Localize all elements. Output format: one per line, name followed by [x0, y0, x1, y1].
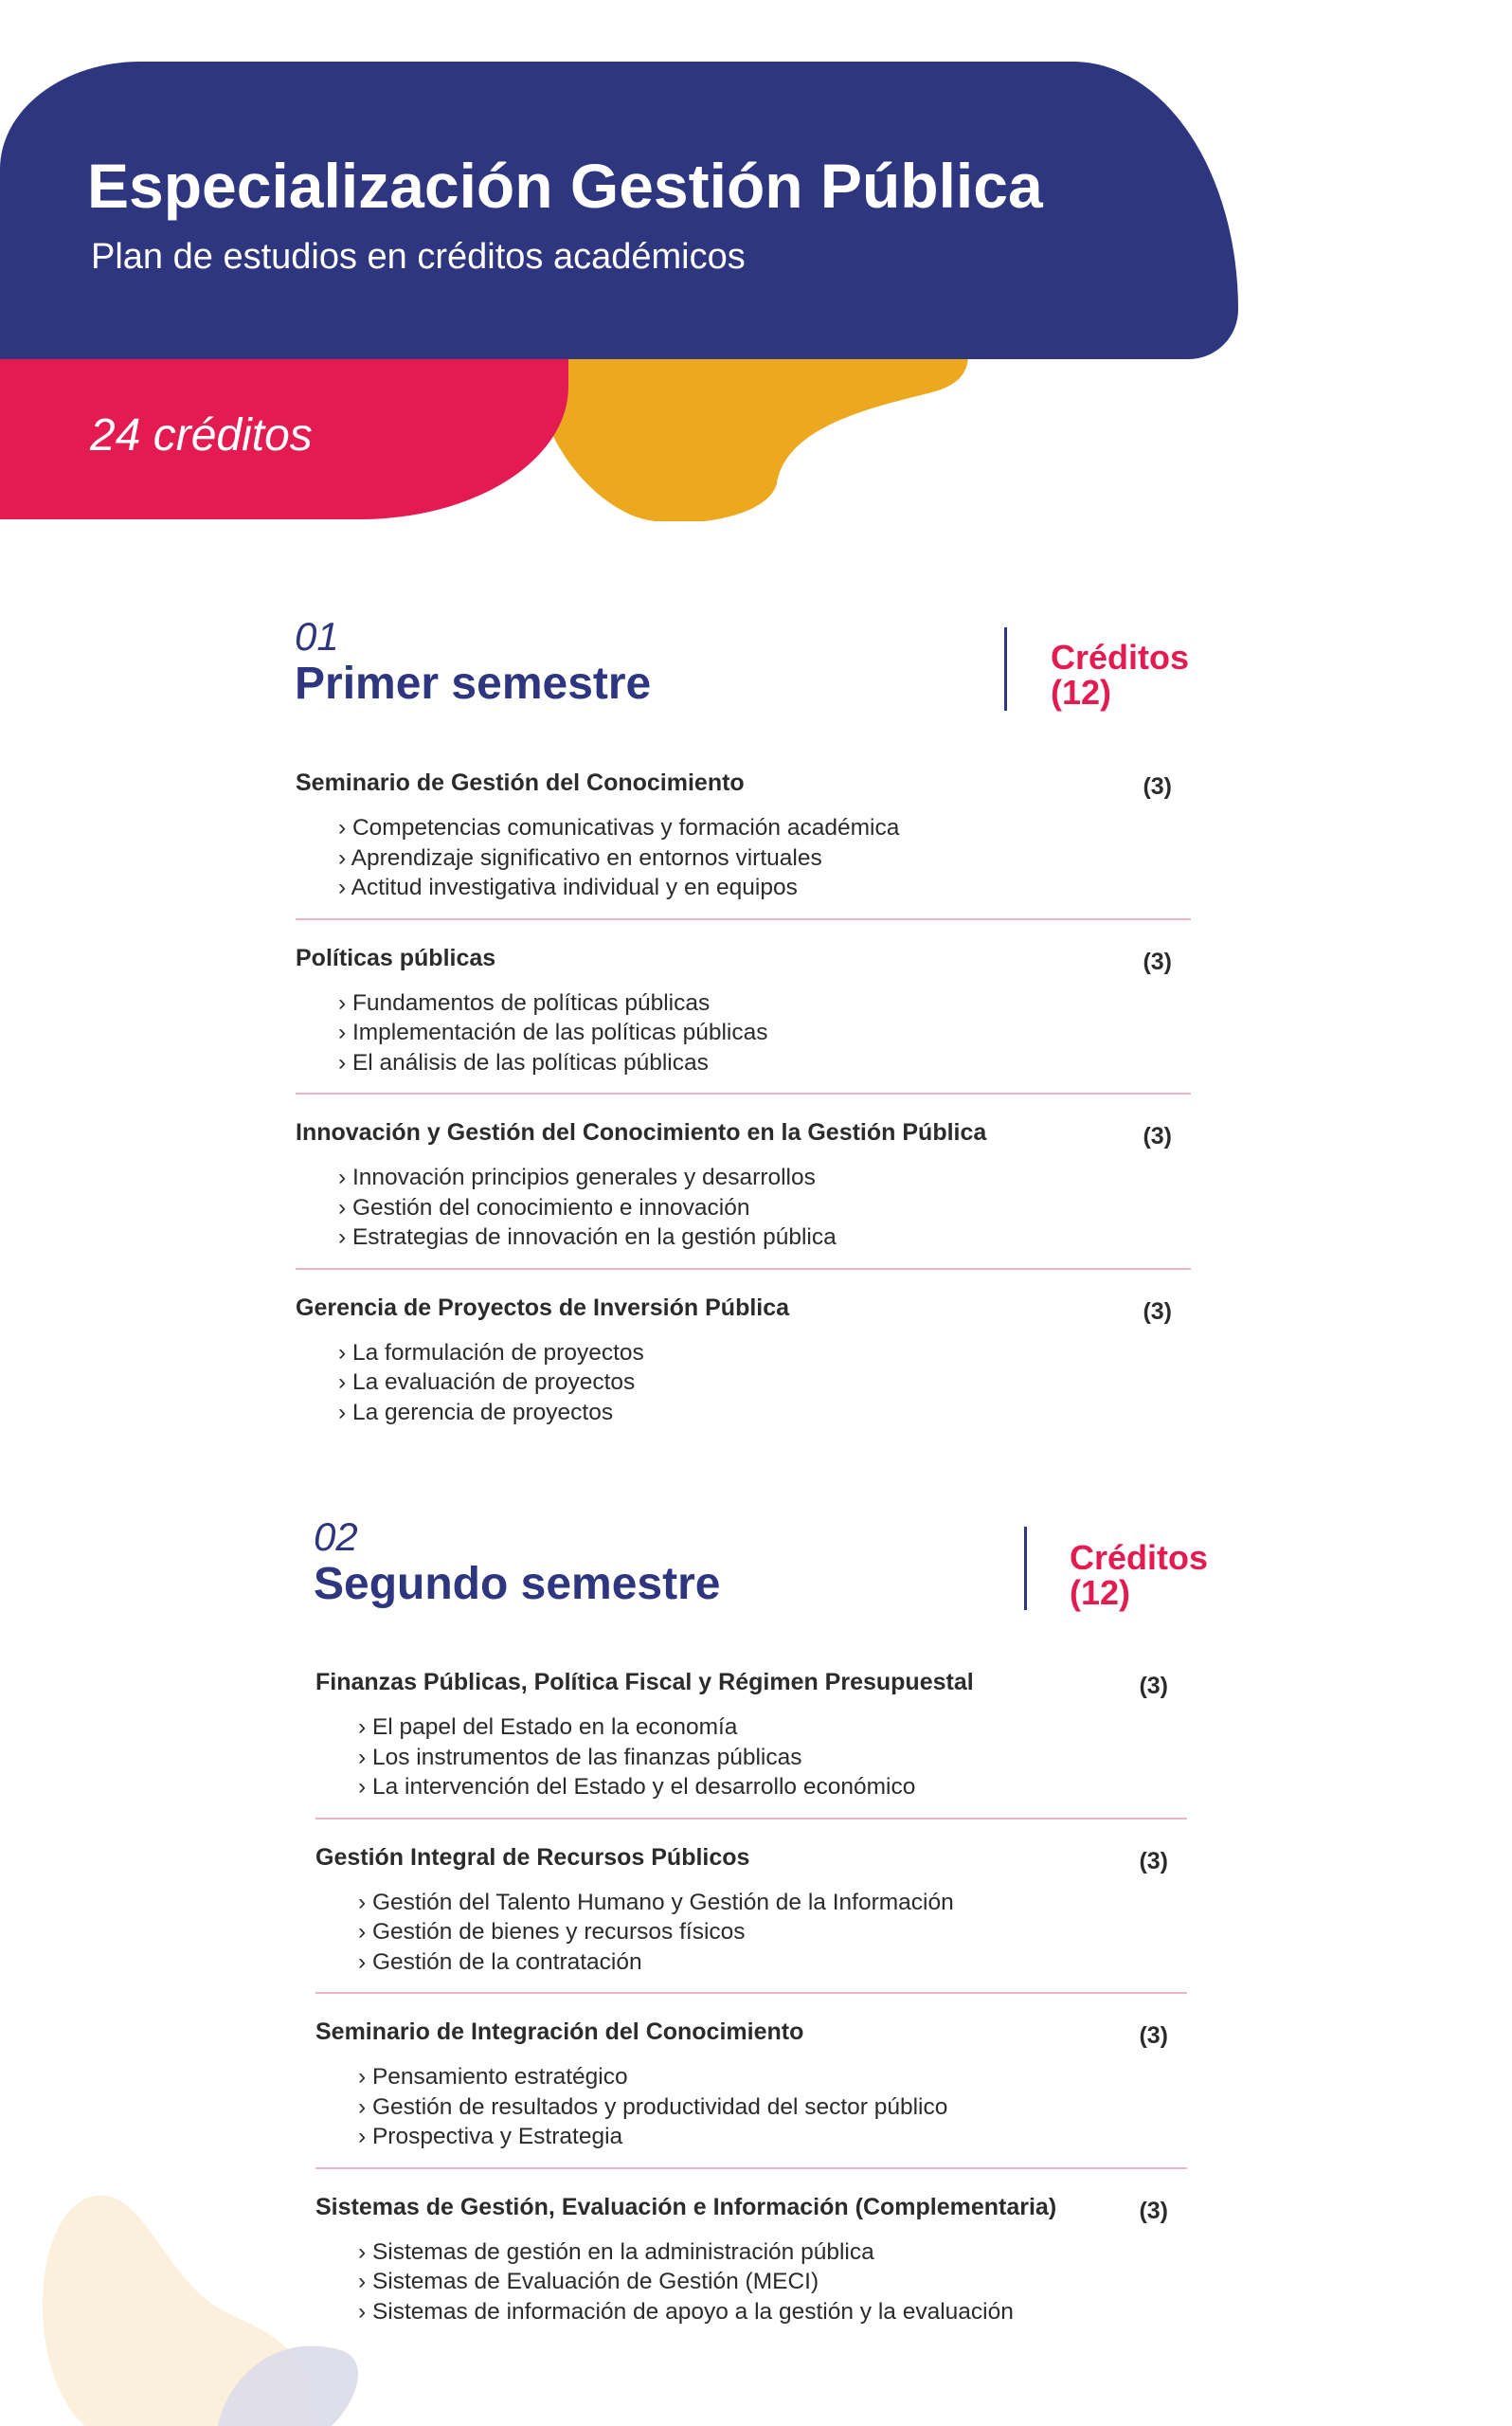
course-credits: (3): [1139, 1673, 1168, 1699]
course-topic: › Fundamentos de políticas públicas: [338, 988, 1191, 1019]
course-topic: › Gestión de bienes y recursos físicos: [358, 1917, 1187, 1947]
course-topic: › Estrategias de innovación en la gestión pública: [338, 1222, 1191, 1253]
course-credits: (3): [1143, 948, 1172, 975]
course-topics: [296, 988, 1191, 1078]
course-topic: › El análisis de las políticas públicas: [338, 1048, 1191, 1078]
page-subtitle: Plan de estudios en créditos académicos: [91, 237, 746, 277]
semester-1-heading: [295, 614, 651, 709]
course-topic: › La formulación de proyectos: [338, 1338, 1191, 1368]
course-topic: › Innovación principios generales y desarrollos: [338, 1163, 1191, 1193]
course-topic: › Gestión de la contratación: [358, 1947, 1187, 1978]
credits-label: Créditos: [1070, 1538, 1209, 1577]
course-credits: (3): [1139, 2022, 1168, 2049]
semester-number: 02: [314, 1514, 358, 1559]
course-credits: (3): [1143, 1123, 1172, 1150]
course-topic: › Sistemas de Evaluación de Gestión (MECI): [358, 2267, 1187, 2297]
semester-1-courses: [296, 745, 1191, 1442]
semester-name: Primer semestre: [295, 659, 652, 709]
course-credits: (3): [1139, 1847, 1168, 1874]
course-credits: (3): [1143, 773, 1172, 800]
course-topics: [296, 1163, 1191, 1253]
course-topic: › La evaluación de proyectos: [338, 1367, 1191, 1398]
course-credits: (3): [1143, 1297, 1172, 1325]
semester-name: Segundo semestre: [314, 1559, 721, 1609]
course-item: [296, 745, 1191, 920]
course-title: Sistemas de Gestión, Evaluación e Información (Complementaria): [315, 2193, 1057, 2220]
course-topic: › Sistemas de gestión en la administración pública: [358, 2237, 1187, 2268]
course-item: [296, 1095, 1191, 1270]
course-title: Finanzas Públicas, Política Fiscal y Régimen Presupuestal: [315, 1669, 974, 1695]
course-title: Innovación y Gestión del Conocimiento en la Gestión Pública: [296, 1119, 987, 1146]
course-title: Gestión Integral de Recursos Públicos: [315, 1843, 750, 1871]
course-topics: [296, 813, 1191, 903]
course-topic: › El papel del Estado en la economía: [358, 1712, 1187, 1743]
semester-divider: [1004, 627, 1007, 711]
yellow-blob-decoration: [531, 341, 976, 521]
course-title: Gerencia de Proyectos de Inversión Pública: [296, 1294, 790, 1321]
course-topic: › Pensamiento estratégico: [358, 2062, 1187, 2092]
course-topic: › Competencias comunicativas y formación académica: [338, 813, 1191, 843]
course-topic: › La gerencia de proyectos: [338, 1398, 1191, 1428]
course-topic: › Actitud investigativa individual y en equipos: [338, 873, 1191, 903]
course-topic: › Aprendizaje significativo en entornos virtuales: [338, 843, 1191, 874]
semester-2-courses: [315, 1644, 1187, 2342]
course-topics: [315, 2237, 1187, 2327]
course-title: Políticas públicas: [296, 944, 496, 971]
semester-divider: [1024, 1527, 1027, 1610]
course-topic: › La intervención del Estado y el desarrollo económico: [358, 1772, 1187, 1802]
course-topic: › Prospectiva y Estrategia: [358, 2122, 1187, 2152]
course-topic: › Gestión del conocimiento e innovación: [338, 1193, 1191, 1223]
course-item: [296, 1270, 1191, 1428]
course-topics: [315, 1888, 1187, 1978]
credits-value: (12): [1070, 1573, 1131, 1612]
course-topic: › Los instrumentos de las finanzas públicas: [358, 1743, 1187, 1773]
course-title: Seminario de Integración del Conocimiento: [315, 2019, 804, 2045]
course-topic: › Implementación de las políticas públicas: [338, 1018, 1191, 1048]
course-item: [315, 1820, 1187, 1995]
course-topics: [315, 1712, 1187, 1802]
course-topic: › Gestión del Talento Humano y Gestión de la Información: [358, 1888, 1187, 1918]
course-topics: [296, 1338, 1191, 1428]
semester-2-heading: [314, 1514, 720, 1609]
semester-1-credits: [1051, 640, 1189, 710]
course-topic: › Sistemas de información de apoyo a la gestión y la evaluación: [358, 2297, 1187, 2327]
course-item: [296, 920, 1191, 1095]
credits-label: Créditos: [1051, 638, 1190, 677]
course-title: Seminario de Gestión del Conocimiento: [296, 769, 745, 796]
page-title: Especialización Gestión Pública: [87, 151, 1043, 221]
course-credits: (3): [1139, 2197, 1168, 2224]
semester-number: 01: [295, 614, 339, 659]
course-item: [315, 2169, 1187, 2327]
credits-value: (12): [1051, 673, 1112, 712]
total-credits: 24 créditos: [90, 410, 313, 461]
course-item: [315, 1644, 1187, 1820]
course-topic: › Gestión de resultados y productividad del sector público: [358, 2092, 1187, 2123]
course-topics: [315, 2062, 1187, 2152]
semester-2-credits: [1070, 1540, 1208, 1610]
course-item: [315, 1994, 1187, 2169]
